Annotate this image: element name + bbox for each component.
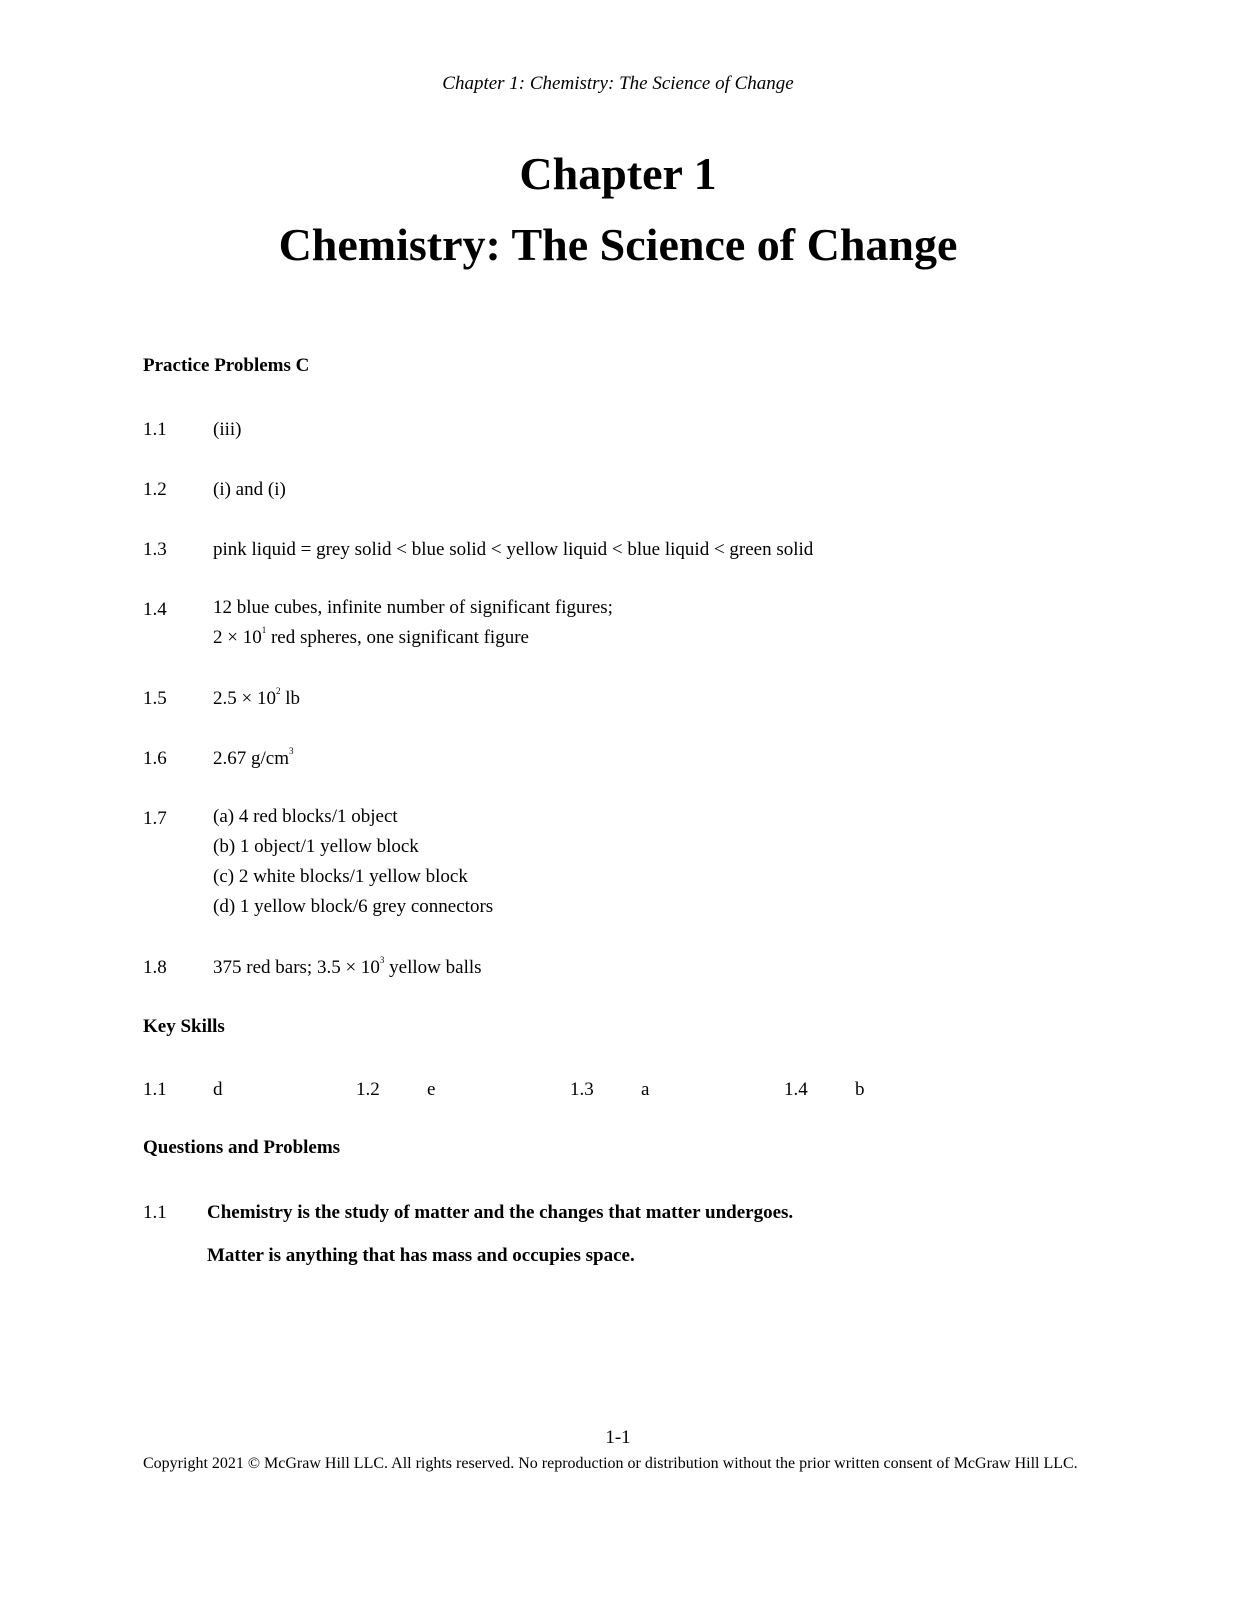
- answer-line: 12 blue cubes, infinite number of significant figures;: [213, 597, 613, 618]
- practice-item-number: 1.2: [143, 479, 167, 500]
- answer-line: (b) 1 object/1 yellow block: [213, 836, 419, 857]
- key-skill-number: 1.1: [143, 1079, 167, 1100]
- practice-item-answer: (i) and (i): [213, 479, 286, 500]
- practice-item-number: 1.3: [143, 539, 167, 560]
- answer-line: (a) 4 red blocks/1 object: [213, 806, 398, 827]
- key-skill-number: 1.3: [570, 1079, 594, 1100]
- key-skill-answer: a: [641, 1079, 650, 1100]
- page-number: 1-1: [605, 1427, 631, 1448]
- practice-item-answer: $2.5 \times 10^2$ lb: [213, 686, 300, 709]
- question-number: 1.1: [143, 1202, 167, 1223]
- practice-item-number: 1.5: [143, 688, 167, 709]
- answer-line: (c) 2 white blocks/1 yellow block: [213, 866, 468, 887]
- practice-item-number: 1.4: [143, 599, 167, 620]
- question-answer-line: Matter is anything that has mass and occupies space.: [207, 1245, 635, 1266]
- questions-heading: Questions and Problems: [143, 1137, 341, 1158]
- practice-item-number: 1.1: [143, 419, 167, 440]
- key-skill-answer: b: [855, 1079, 865, 1100]
- copyright-notice: Copyright 2021 © McGraw Hill LLC. All rights reserved. No reproduction or distribution without the prior written consent of McGraw Hill LLC.: [143, 1455, 1078, 1472]
- practice-item-answer: [213, 593, 613, 653]
- chapter-number: Chapter 1: [519, 148, 717, 199]
- key-skill-number: 1.2: [356, 1079, 380, 1100]
- practice-item-number: 1.8: [143, 957, 167, 978]
- practice-item-answer: 375 red bars; $3.5 \times 10^3$ yellow balls: [213, 955, 482, 978]
- practice-item-answer: [213, 802, 493, 922]
- practice-item-answer: pink liquid = grey solid < blue solid < yellow liquid < blue liquid < green solid: [213, 539, 814, 560]
- chapter-title: Chemistry: The Science of Change: [278, 219, 958, 270]
- practice-item-number: 1.7: [143, 808, 167, 829]
- practice-item-answer: 2.67 $g/cm^3$: [213, 746, 294, 769]
- question-answer-line: Chemistry is the study of matter and the changes that matter undergoes.: [207, 1202, 794, 1223]
- key-skill-answer: e: [427, 1079, 436, 1100]
- key-skills-heading: Key Skills: [143, 1016, 225, 1037]
- practice-heading: Practice Problems C: [143, 355, 310, 376]
- answer-line: (d) 1 yellow block/6 grey connectors: [213, 896, 494, 917]
- practice-item-answer: (iii): [213, 419, 242, 440]
- running-header: Chapter 1: Chemistry: The Science of Change: [442, 73, 794, 94]
- practice-item-number: 1.6: [143, 748, 167, 769]
- key-skill-number: 1.4: [784, 1079, 808, 1100]
- answer-line: $2 \times 10^1$ red spheres, one significant figure: [213, 625, 529, 648]
- key-skill-answer: d: [213, 1079, 223, 1100]
